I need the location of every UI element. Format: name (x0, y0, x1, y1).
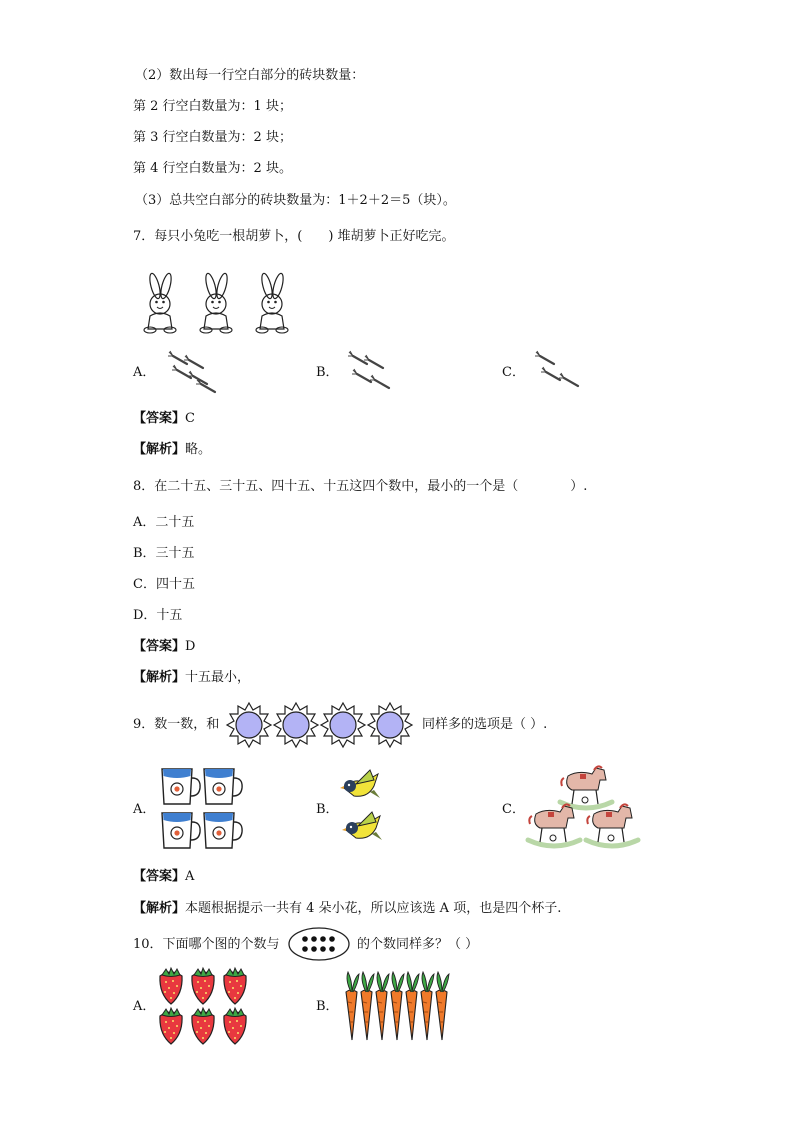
q10-stem-end: 的个数同样多？（ ） (357, 937, 479, 952)
analysis-tag: 【解析】 (133, 901, 186, 916)
answer-tag: 【答案】 (133, 639, 186, 654)
q8-option-c[interactable]: C．四十五 (133, 577, 195, 592)
step-3-text: （3）总共空白部分的砖块数量为：1＋2＋2＝5（块）。 (135, 193, 456, 208)
carrot-icon (370, 375, 389, 388)
q7-option-c-carrots[interactable] (532, 350, 587, 395)
q10-option-b-label: B． (316, 999, 339, 1014)
row-2-count: 第 2 行空白数量为：1 块； (133, 99, 292, 114)
q8-option-b[interactable]: B．三十五 (133, 546, 195, 561)
carrot-icon (196, 379, 215, 392)
carrot-icon (348, 351, 367, 364)
cup-icon (162, 813, 200, 848)
dot-icon (311, 936, 317, 942)
strawberry-icon (224, 1008, 246, 1044)
carrot-icon (391, 972, 404, 1040)
dot-icon (329, 936, 335, 942)
dot-icon (320, 936, 326, 942)
q9-analysis (133, 900, 561, 918)
q7-option-b-label: B． (316, 365, 339, 380)
q9-stem-end: 同样多的选项是（ ）. (422, 717, 548, 732)
analysis-text: 本题根据提示一共有 4 朵小花，所以应该选 A 项，也是四个杯子. (185, 901, 562, 916)
analysis-text: 十五最小， (185, 670, 251, 685)
q9-option-c-rocking-horses[interactable] (524, 762, 642, 856)
carrot-icon (406, 972, 419, 1040)
rabbit-icon (200, 272, 232, 333)
carrot-icon (364, 355, 383, 368)
q8-analysis (133, 669, 250, 687)
q7-option-a-carrots[interactable] (163, 350, 218, 395)
carrot-icon (361, 972, 374, 1040)
answer-tag: 【答案】 (133, 869, 186, 884)
q9-option-b-label: B． (316, 802, 339, 817)
bird-icon (340, 770, 380, 798)
strawberry-icon (160, 968, 182, 1004)
carrot-icon (168, 351, 187, 364)
q8-stem: 8．在二十五、三十五、四十五、十五这四个数中，最小的一个是（ ）. (133, 479, 588, 494)
dot-icon (302, 946, 308, 952)
answer-value: C (185, 411, 195, 426)
dot-icon (329, 946, 335, 952)
analysis-text: 略。 (185, 442, 212, 457)
rocking-horse-icon (528, 804, 580, 846)
sun-icon (368, 703, 412, 747)
strawberry-icon (192, 1008, 214, 1044)
row-3-count: 第 3 行空白数量为：2 块； (133, 130, 292, 145)
rabbits-picture (133, 272, 298, 334)
q9-option-a-cups[interactable] (158, 764, 243, 854)
strawberry-icon (160, 1008, 182, 1044)
q8-option-d[interactable]: D．十五 (133, 608, 183, 623)
rabbit-icon (144, 272, 176, 333)
strawberry-icon (224, 968, 246, 1004)
answer-value: D (185, 639, 196, 654)
sun-icon (227, 703, 271, 747)
answer-tag: 【答案】 (133, 411, 186, 426)
carrot-icon (559, 373, 578, 386)
row-4-count: 第 4 行空白数量为：2 块。 (133, 161, 292, 176)
carrot-icon (421, 972, 434, 1040)
analysis-tag: 【解析】 (133, 442, 186, 457)
dots-oval-picture (287, 925, 351, 963)
q10-stem-start: 10．下面哪个图的个数与 (133, 937, 280, 952)
q7-option-c-label: C． (502, 365, 525, 380)
carrot-icon (352, 369, 371, 382)
bird-icon (342, 812, 382, 840)
carrot-icon (535, 351, 554, 364)
strawberry-icon (192, 968, 214, 1004)
q9-option-b-birds[interactable] (338, 766, 386, 850)
carrot-icon (376, 972, 389, 1040)
q8-option-a[interactable]: A．二十五 (133, 515, 195, 530)
q9-option-c-label: C． (502, 802, 525, 817)
cup-icon (162, 769, 200, 804)
analysis-tag: 【解析】 (133, 670, 186, 685)
q7-option-a-label: A． (133, 365, 156, 380)
q10-option-a-strawberries[interactable] (155, 964, 253, 1046)
suns-picture (225, 700, 415, 750)
q10-option-a-label: A． (133, 999, 156, 1014)
q9-stem-start: 9．数一数，和 (133, 717, 220, 732)
cup-icon (204, 813, 242, 848)
dot-icon (302, 936, 308, 942)
q9-answer (133, 868, 194, 886)
carrot-icon (346, 972, 359, 1040)
q7-answer (133, 410, 195, 428)
q7-analysis (133, 441, 211, 459)
q10-option-b-carrots[interactable] (341, 970, 456, 1044)
cup-icon (204, 769, 242, 804)
carrot-icon (436, 972, 449, 1040)
dot-icon (320, 946, 326, 952)
rabbit-icon (256, 272, 288, 333)
sun-icon (321, 703, 365, 747)
rocking-horse-icon (586, 804, 638, 846)
carrot-icon (541, 367, 560, 380)
sun-icon (274, 703, 318, 747)
step-2-text: （2）数出每一行空白部分的砖块数量： (135, 68, 365, 83)
answer-value: A (185, 869, 195, 884)
q8-answer (133, 638, 195, 656)
q9-option-a-label: A． (133, 802, 156, 817)
dot-icon (311, 946, 317, 952)
carrot-icon (184, 355, 203, 368)
q7-stem: 7．每只小兔吃一根胡萝卜，( ) 堆胡萝卜正好吃完。 (133, 229, 455, 244)
q7-option-b-carrots[interactable] (345, 350, 400, 395)
rocking-horse-icon (560, 766, 612, 808)
